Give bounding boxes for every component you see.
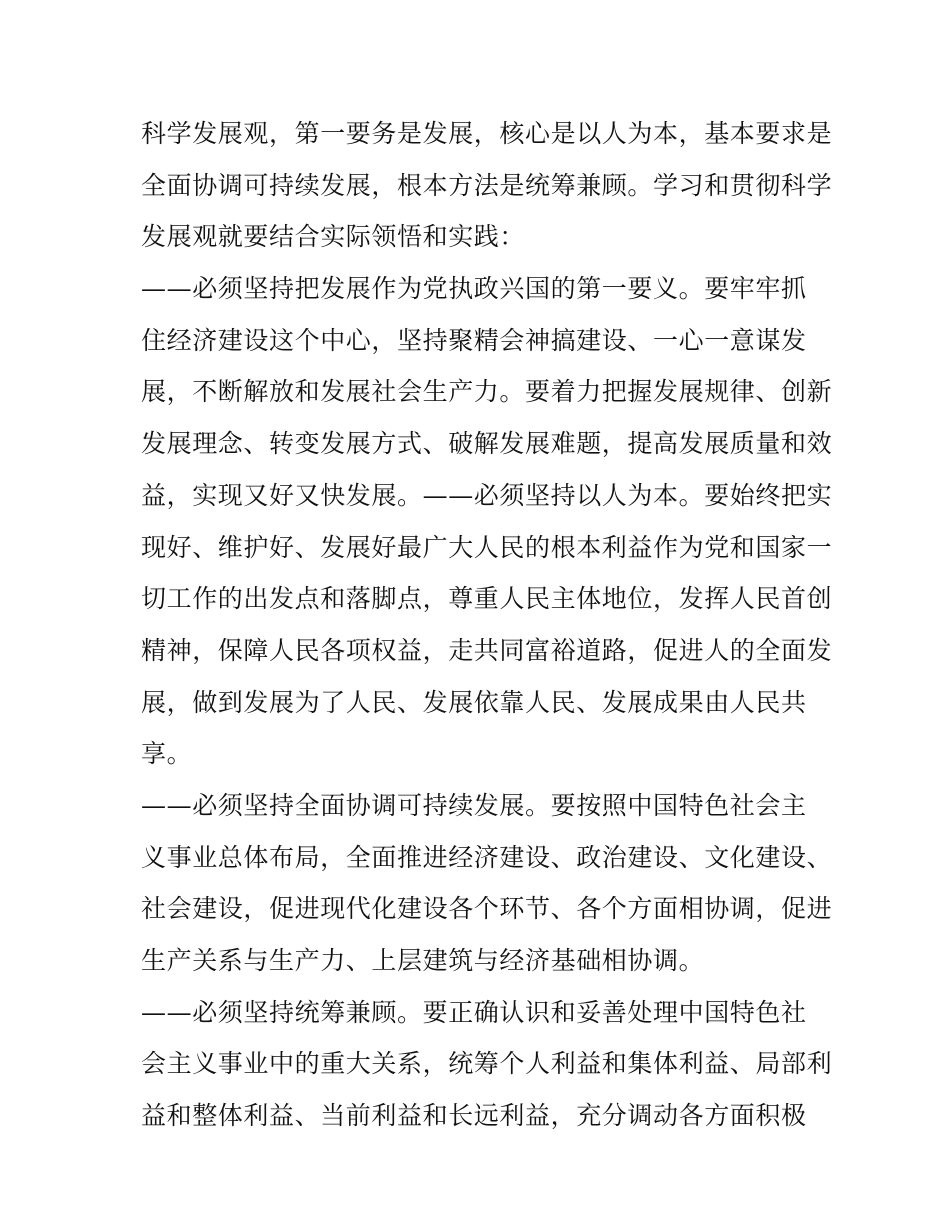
text-line: 享。 (141, 739, 193, 769)
text-line: 社会建设，促进现代化建设各个环节、各个方面相协调，促进 (141, 894, 833, 924)
text-line: 科学发展观，第一要务是发展，核心是以人为本，基本要求是 (141, 119, 833, 148)
text-line: 发展理念、转变发展方式、破解发展难题，提高发展质量和效 (141, 429, 833, 459)
text-line: ——必须坚持把发展作为党执政兴国的第一要义。要牢牢抓 (141, 274, 807, 304)
text-line: ——必须坚持统筹兼顾。要正确认识和妥善处理中国特色社 (141, 997, 807, 1027)
text-line: 切工作的出发点和落脚点，尊重人民主体地位，发挥人民首创 (141, 584, 833, 614)
text-line: 益，实现又好又快发展。——必须坚持以人为本。要始终把实 (141, 480, 833, 510)
text-line: 会主义事业中的重大关系，统筹个人利益和集体利益、局部利 (141, 1049, 833, 1079)
text-line: 精神，保障人民各项权益，走共同富裕道路，促进人的全面发 (141, 635, 833, 665)
text-line: 展，做到发展为了人民、发展依靠人民、发展成果由人民共 (141, 687, 807, 717)
document-body (141, 108, 833, 1142)
text-line: ——必须坚持全面协调可持续发展。要按照中国特色社会主 (141, 790, 807, 820)
text-line: 义事业总体布局，全面推进经济建设、政治建设、文化建设、 (141, 842, 833, 872)
text-line: 发展观就要结合实际领悟和实践： (141, 222, 526, 252)
text-line: 现好、维护好、发展好最广大人民的根本利益作为党和国家一 (141, 532, 833, 562)
text-line: 住经济建设这个中心，坚持聚精会神搞建设、一心一意谋发 (141, 325, 807, 355)
text-line: 生产关系与生产力、上层建筑与经济基础相协调。 (141, 946, 705, 975)
text-line: 益和整体利益、当前利益和长远利益，充分调动各方面积极 (141, 1101, 807, 1131)
text-line: 全面协调可持续发展，根本方法是统筹兼顾。学习和贯彻科学 (141, 170, 833, 200)
text-line: 展，不断解放和发展社会生产力。要着力把握发展规律、创新 (141, 377, 833, 407)
